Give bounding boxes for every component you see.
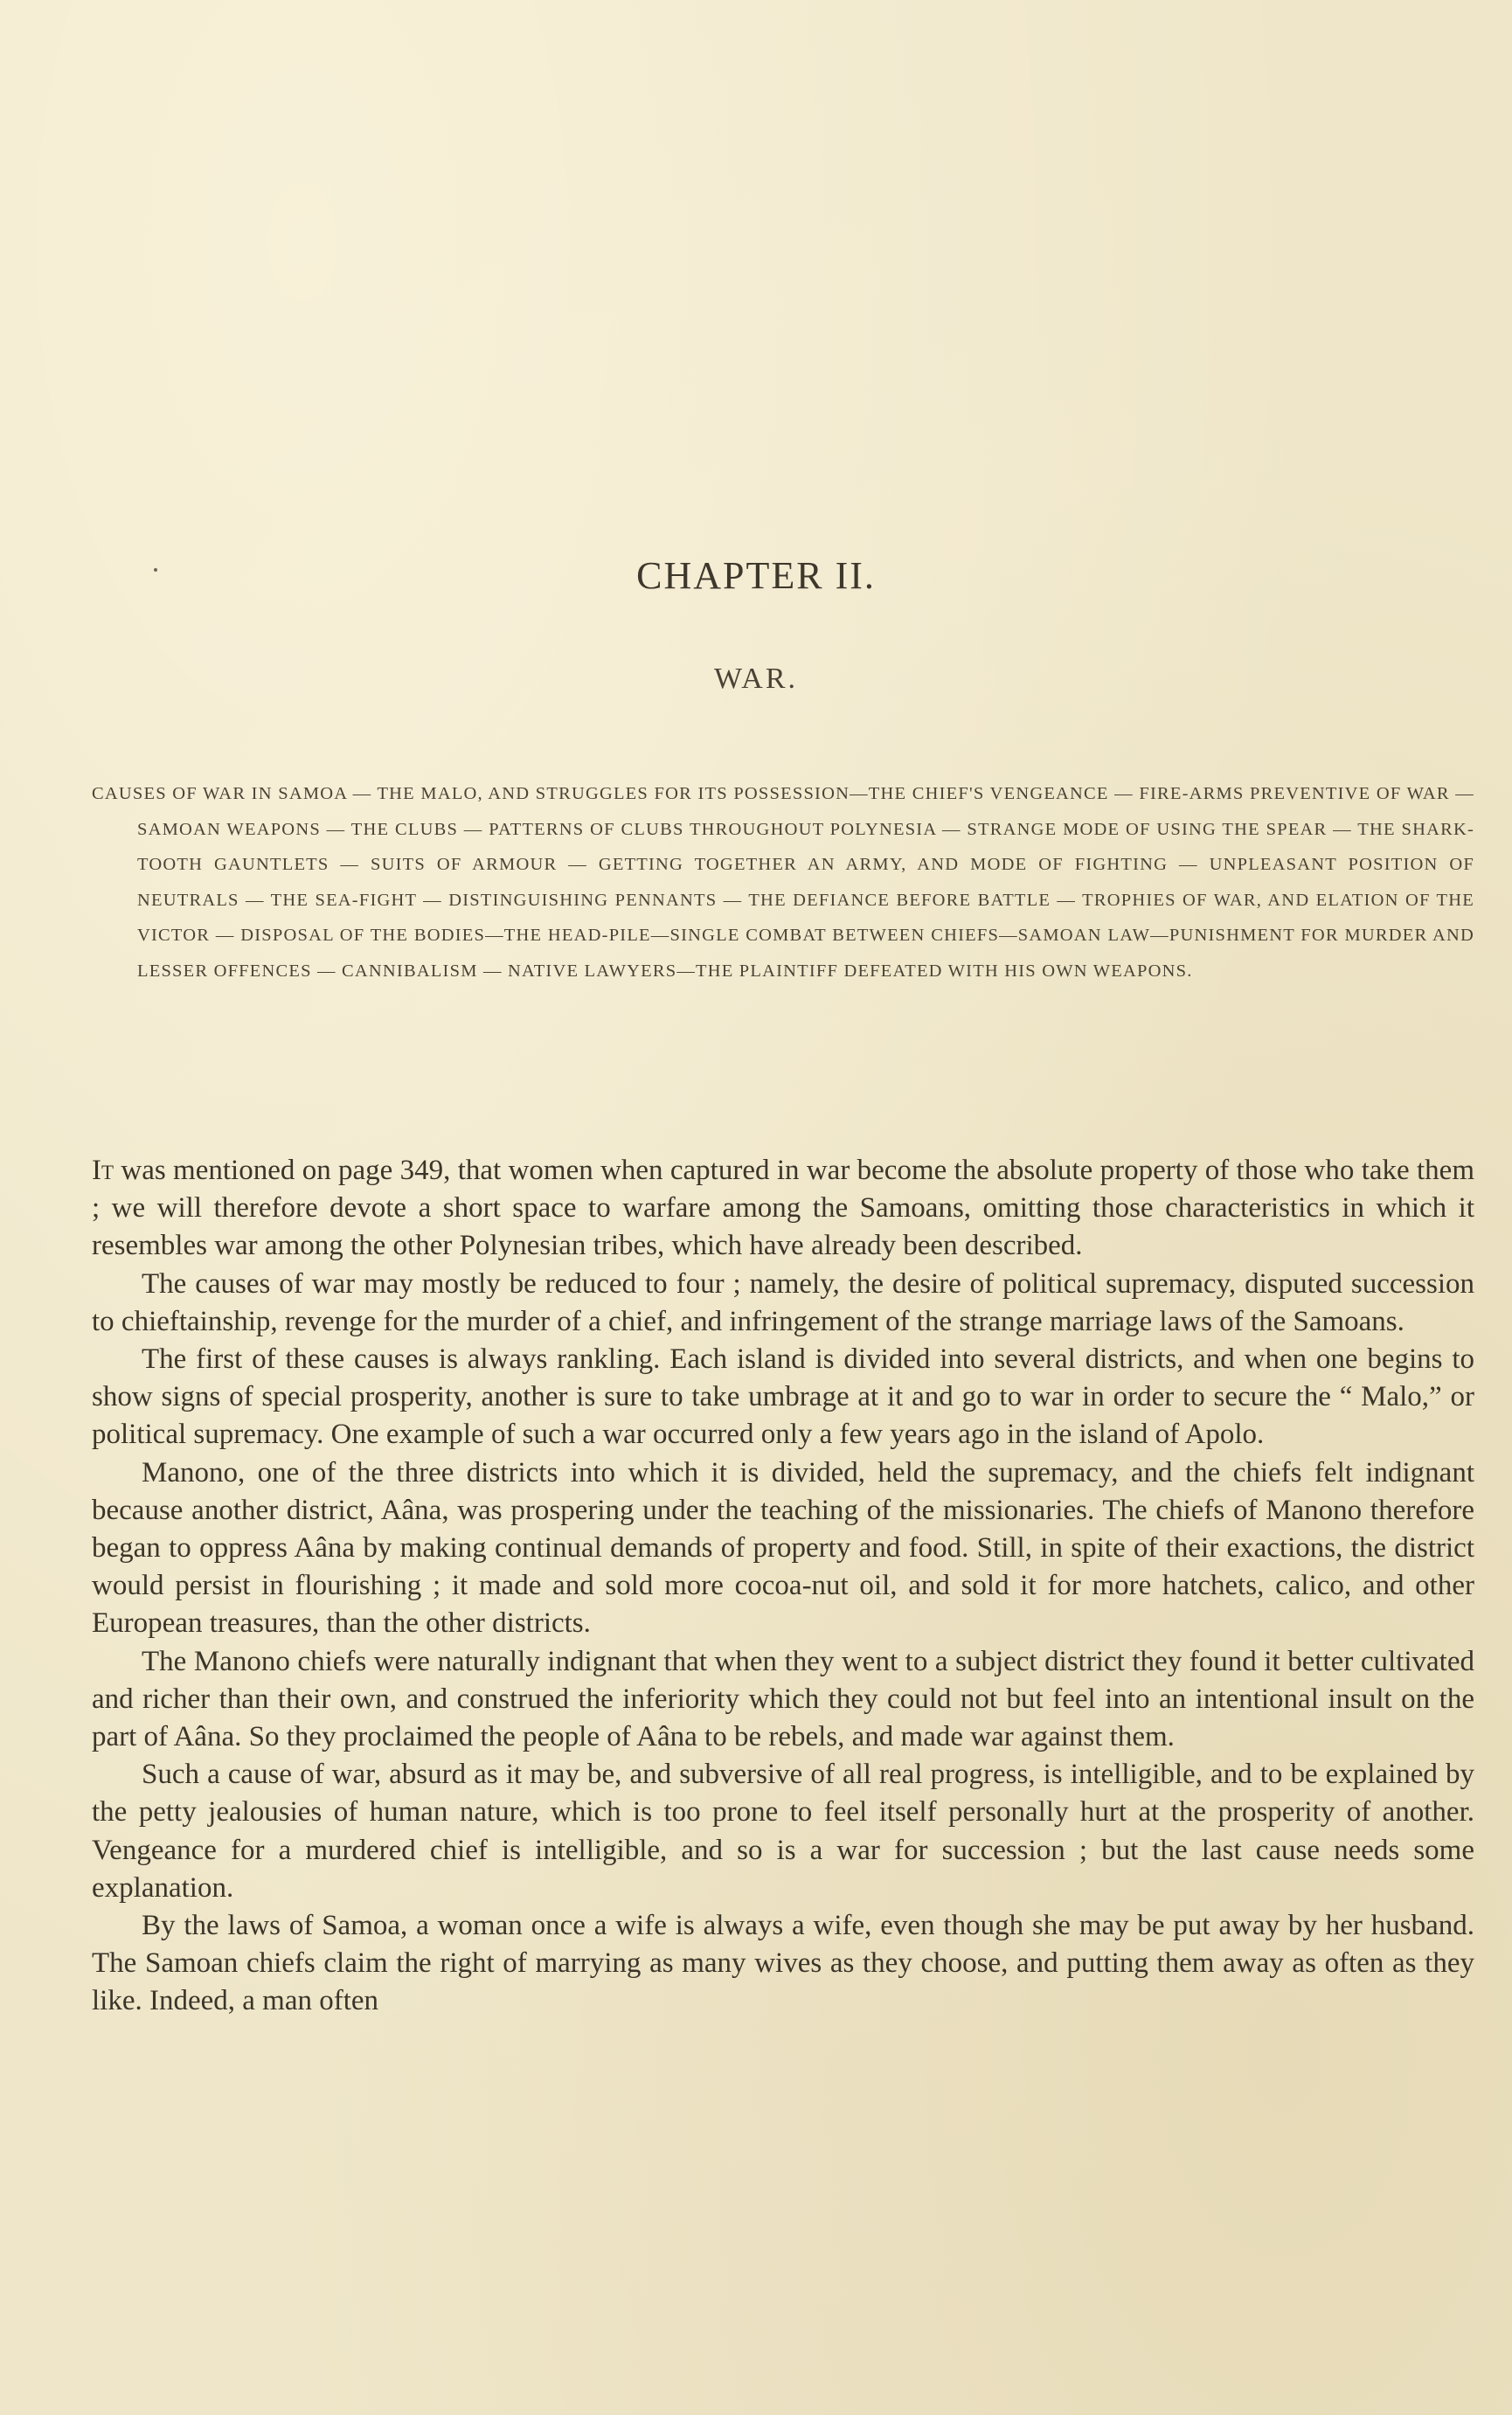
- body-text: [92, 1152, 1474, 2021]
- paragraph-6: Such a cause of war, absurd as it may be, and subversive of all real progress, is intelligible, and to be explained by the petty jealousies of human nature, which is too prone to feel itself personally hurt at the prosperity of another. Vengeance for a murdered chief is intelligible, and so is a war for succession ; but the last cause needs some explanation.: [92, 1759, 1474, 1904]
- drop-word: It: [92, 1155, 114, 1186]
- chapter-subtitle: WAR.: [713, 663, 799, 695]
- paragraph-3: The first of these causes is always rankling. Each island is divided into several districts, and when one begins to show signs of special prosperity, another is sure to take umbrage at it and go to war in order to secure the “ Malo,” or political supremacy. One example of such a war occurred only a few years ago in the island of Apolo.: [92, 1343, 1474, 1451]
- paragraph-1: [92, 1152, 1474, 1266]
- paragraph-7: By the laws of Samoa, a woman once a wife is always a wife, even though she may be put away by her husband. The Samoan chiefs claim the right of marrying as many wives as they choose, and putting them away as often as they like. Indeed, a man often: [92, 1910, 1474, 2017]
- paragraph-5: The Manono chiefs were naturally indignant that when they went to a subject district they found it better cultivated and richer than their own, and construed the inferiority which they could not but feel into an intentional insult on the part of Aâna. So they proclaimed the people of Aâna to be rebels, and made war against them.: [92, 1645, 1474, 1753]
- paragraph-1-text: was mentioned on page 349, that women when captured in war become the absolute property of those who take them ; we will therefore devote a short space to warfare among the Samoans, omitting those characteristics in which it resembles war among the other Polynesian tribes, which have already been described.: [92, 1155, 1474, 1262]
- chapter-synopsis: CAUSES OF WAR IN SAMOA — THE MALO, AND STRUGGLES FOR ITS POSSESSION—THE CHIEF'S VENGEANCE — FIRE-ARMS PREVENTIVE OF WAR — SAMOAN WEAPONS — THE CLUBS — PATTERNS OF CLUBS THROUGHOUT POLYNESIA — STRANGE MODE OF USING THE SPEAR — THE SHARK-TOOTH GAUNTLETS — SUITS OF ARMOUR — GETTING TOGETHER AN ARMY, AND MODE OF FIGHTING — UNPLEASANT POSITION OF NEUTRALS — THE SEA-FIGHT — DISTINGUISHING PENNANTS — THE DEFIANCE BEFORE BATTLE — TROPHIES OF WAR, AND ELATION OF THE VICTOR — DISPOSAL OF THE BODIES—THE HEAD-PILE—SINGLE COMBAT BETWEEN CHIEFS—SAMOAN LAW—PUNISHMENT FOR MURDER AND LESSER OFFENCES — CANNIBALISM — NATIVE LAWYERS—THE PLAINTIFF DEFEATED WITH HIS OWN WEAPONS.: [92, 784, 1474, 981]
- chapter-title: CHAPTER II.: [636, 554, 876, 597]
- paragraph-4: Manono, one of the three districts into which it is divided, held the supremacy, and the chiefs felt indignant because another district, Aâna, was prospering under the teaching of the missionaries. The chiefs of Manono therefore began to oppress Aâna by making continual demands of property and food. Still, in spite of their exactions, the district would persist in flourishing ; it made and sold more cocoa-nut oil, and sold it for more hatchets, calico, and other European treasures, than the other districts.: [92, 1456, 1474, 1640]
- paragraph-2: The causes of war may mostly be reduced to four ; namely, the desire of political supremacy, disputed succession to chieftainship, revenge for the murder of a chief, and infringement of the strange marriage laws of the Samoans.: [92, 1267, 1474, 1337]
